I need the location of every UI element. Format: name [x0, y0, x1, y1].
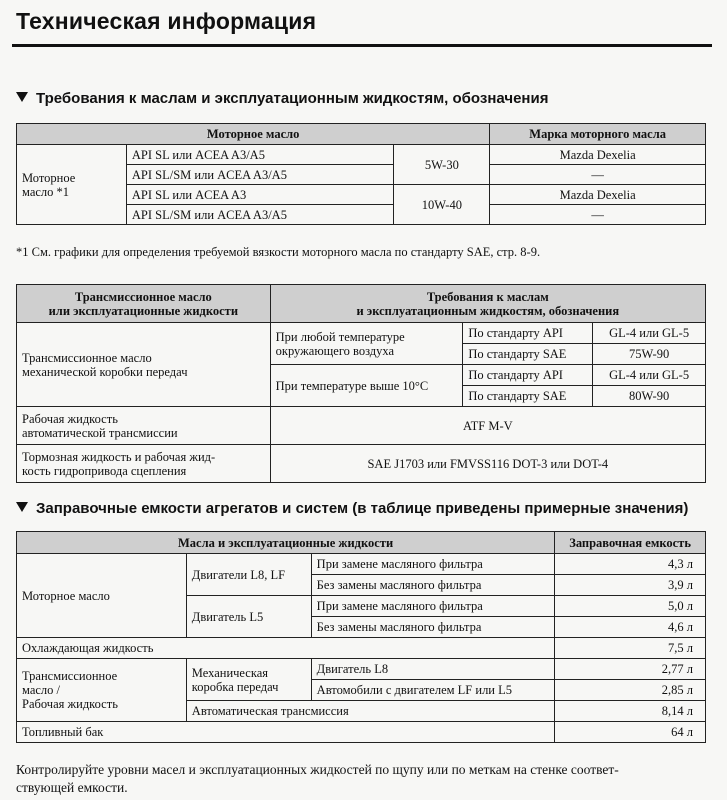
- brake-fluid-value: SAE J1703 или FMVSS116 DOT-3 или DOT-4: [270, 445, 705, 483]
- viscosity-cell: 5W-30: [394, 145, 490, 185]
- fluids-left-header: Трансмиссионное масло или эксплуатационные жидкости: [17, 285, 271, 323]
- triangle-bullet-icon: [16, 502, 28, 512]
- fluids-right-header: Требования к маслам и эксплуатационным жидкостям, обозначения: [270, 285, 705, 323]
- capacity-value: 5,0 л: [555, 596, 706, 617]
- api-value-cell: GL-4 или GL-5: [593, 365, 706, 386]
- transmission-fluid-label: Трансмиссионное масло / Рабочая жидкость: [17, 659, 187, 722]
- standard-api-cell: По стандарту API: [463, 323, 593, 344]
- brake-fluid-label: Тормозная жидкость и рабочая жид- кость гидропривода сцепления: [17, 445, 271, 483]
- oil-spec-cell: API SL/SM или ACEA A3/A5: [126, 205, 394, 225]
- section-capacities-heading: [16, 500, 688, 517]
- oil-spec-cell: API SL или ACEA A3: [126, 185, 394, 205]
- capacity-value: 8,14 л: [555, 701, 706, 722]
- capacity-value: 2,77 л: [555, 659, 706, 680]
- engine-oil-table: [16, 123, 706, 225]
- engine-oil-row-label: Моторное масло *1: [17, 145, 127, 225]
- oil-brand-cell: Mazda Dexelia: [490, 145, 706, 165]
- standard-sae-cell: По стандарту SAE: [463, 386, 593, 407]
- engine-lf-l5-label: Автомобили с двигателем LF или L5: [311, 680, 555, 701]
- oil-brand-cell: Mazda Dexelia: [490, 185, 706, 205]
- fuel-tank-label: Топливный бак: [17, 722, 555, 743]
- capacity-value: 4,6 л: [555, 617, 706, 638]
- capacity-value: 3,9 л: [555, 575, 706, 596]
- without-filter-label: Без замены масляного фильтра: [311, 617, 555, 638]
- with-filter-label: При замене масляного фильтра: [311, 554, 555, 575]
- engine-oil-brand-header: Марка моторного масла: [490, 124, 706, 145]
- capacities-left-header: Масла и эксплуатационные жидкости: [17, 532, 555, 554]
- engine-oil-footnote: *1 См. графики для определения требуемой вязкости моторного масла по стандарту SAE, стр. 8-9.: [16, 245, 541, 259]
- capacity-value: 2,85 л: [555, 680, 706, 701]
- triangle-bullet-icon: [16, 92, 28, 102]
- manual-gear-oil-label: Трансмиссионное масло механической коробки передач: [17, 323, 271, 407]
- page-title: Техническая информация: [16, 8, 317, 34]
- coolant-label: Охлаждающая жидкость: [17, 638, 555, 659]
- viscosity-cell: 10W-40: [394, 185, 490, 225]
- oil-spec-cell: API SL или ACEA A3/A5: [126, 145, 394, 165]
- oil-brand-cell: —: [490, 205, 706, 225]
- engines-l8-lf-label: Двигатели L8, LF: [186, 554, 311, 596]
- footer-note: Контролируйте уровни масел и эксплуатационных жидкостей по щупу или по меткам на стенке соответ- ствующей емкости.: [16, 762, 619, 795]
- capacity-value: 7,5 л: [555, 638, 706, 659]
- capacities-table: [16, 531, 706, 743]
- engine-oil-capacity-label: Моторное масло: [17, 554, 187, 638]
- standard-sae-cell: По стандарту SAE: [463, 344, 593, 365]
- api-value-cell: GL-4 или GL-5: [593, 323, 706, 344]
- capacity-value: 64 л: [555, 722, 706, 743]
- condition-above-10c: При температуре выше 10°C: [270, 365, 463, 407]
- atf-value: ATF M-V: [270, 407, 705, 445]
- without-filter-label: Без замены масляного фильтра: [311, 575, 555, 596]
- capacities-right-header: Заправочная емкость: [555, 532, 706, 554]
- oil-brand-cell: —: [490, 165, 706, 185]
- sae-value-cell: 80W-90: [593, 386, 706, 407]
- manual-gearbox-label: Механическая коробка передач: [186, 659, 311, 701]
- capacity-value: 4,3 л: [555, 554, 706, 575]
- sae-value-cell: 75W-90: [593, 344, 706, 365]
- engine-oil-header: Моторное масло: [17, 124, 490, 145]
- engine-l5-label: Двигатель L5: [186, 596, 311, 638]
- automatic-transmission-label: Автоматическая трансмиссия: [186, 701, 554, 722]
- standard-api-cell: По стандарту API: [463, 365, 593, 386]
- section-oil-requirements-heading: [16, 90, 548, 107]
- section-capacities-title: Заправочные емкости агрегатов и систем (в таблице приведены примерные значения): [36, 500, 689, 517]
- atf-label: Рабочая жидкость автоматической трансмиссии: [17, 407, 271, 445]
- fluids-requirements-table: [16, 284, 706, 483]
- engine-l8-label: Двигатель L8: [311, 659, 555, 680]
- oil-spec-cell: API SL/SM или ACEA A3/A5: [126, 165, 394, 185]
- section-oil-requirements-title: Требования к маслам и эксплуатационным жидкостям, обозначения: [36, 90, 549, 107]
- title-rule: [12, 44, 712, 47]
- with-filter-label: При замене масляного фильтра: [311, 596, 555, 617]
- condition-any-temp: При любой температуре окружающего воздуха: [270, 323, 463, 365]
